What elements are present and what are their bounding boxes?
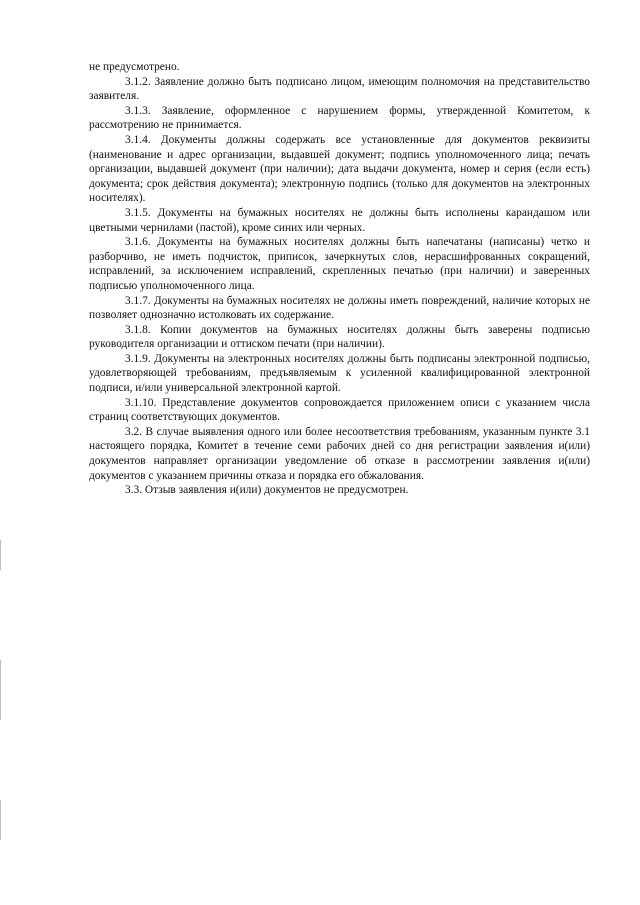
paragraph-continuation: не предусмотрено. — [89, 61, 180, 73]
paragraph-3-1-9: 3.1.9. Документы на электронных носителях должны быть подписаны электронной подписью, удовлетворяющей требованиям, предъявляемым к усиленной квалифицированной электронной подписи, и/или универсальной электронной картой. — [89, 352, 590, 395]
scan-edge-mark — [0, 800, 1, 840]
scan-edge-mark — [0, 660, 1, 720]
paragraph-3-1-5: 3.1.5. Документы на бумажных носителях не должны быть исполнены карандашом или цветными чернилами (пастой), кроме синих или черных. — [89, 206, 590, 234]
paragraph-3-3: 3.3. Отзыв заявления и(или) документов не предусмотрен. — [125, 484, 409, 497]
paragraph-3-1-8: 3.1.8. Копии документов на бумажных носителях должны быть заверены подписью руководителя организации и оттиском печати (при наличии). — [89, 323, 590, 351]
document-body — [89, 60, 590, 498]
paragraph-3-2: 3.2. В случае выявления одного или более несоответствия требованиям, указанным пункте 3.1 настоящего порядка, Комитет в течение семи рабочих дней со дня регистрации заявления и(или) документов направляет организации уведомление об отказе в рассмотрении заявления и(или) документов с указанием причины отказа и порядка его обжалования. — [89, 425, 590, 482]
scan-edge-mark — [0, 540, 1, 570]
paragraph-3-1-6: 3.1.6. Документы на бумажных носителях должны быть напечатаны (написаны) четко и разборчиво, не иметь подчисток, приписок, зачеркнутых слов, нерасшифрованных сокращений, исправлений, за исключением исправлений, скрепленных печатью (при наличии) и заверенных подписью уполномоченного лица. — [89, 236, 590, 292]
paragraph-3-1-3: 3.1.3. Заявление, оформленное с нарушением формы, утвержденной Комитетом, к рассмотрению не принимается. — [89, 104, 590, 132]
paragraph-3-1-4: 3.1.4. Документы должны содержать все установленные для документов реквизиты (наименование и адрес организации, выдавшей документ; подпись уполномоченного лица; печать организации, выдавшей документ (при наличии); дата выдачи документа, номер и серия (если есть) документа; срок действия документа); электронную подпись (только для документов на электронных носителях). — [89, 133, 590, 205]
paragraph-3-1-7: 3.1.7. Документы на бумажных носителях не должны иметь повреждений, наличие которых не позволяет однозначно истолковать их содержание. — [89, 294, 590, 322]
paragraph-3-1-10: 3.1.10. Представление документов сопровождается приложением описи с указанием числа страниц соответствующих документов. — [89, 396, 590, 424]
paragraph-3-1-2: 3.1.2. Заявление должно быть подписано лицом, имеющим полномочия на представительство заявителя. — [89, 75, 590, 103]
